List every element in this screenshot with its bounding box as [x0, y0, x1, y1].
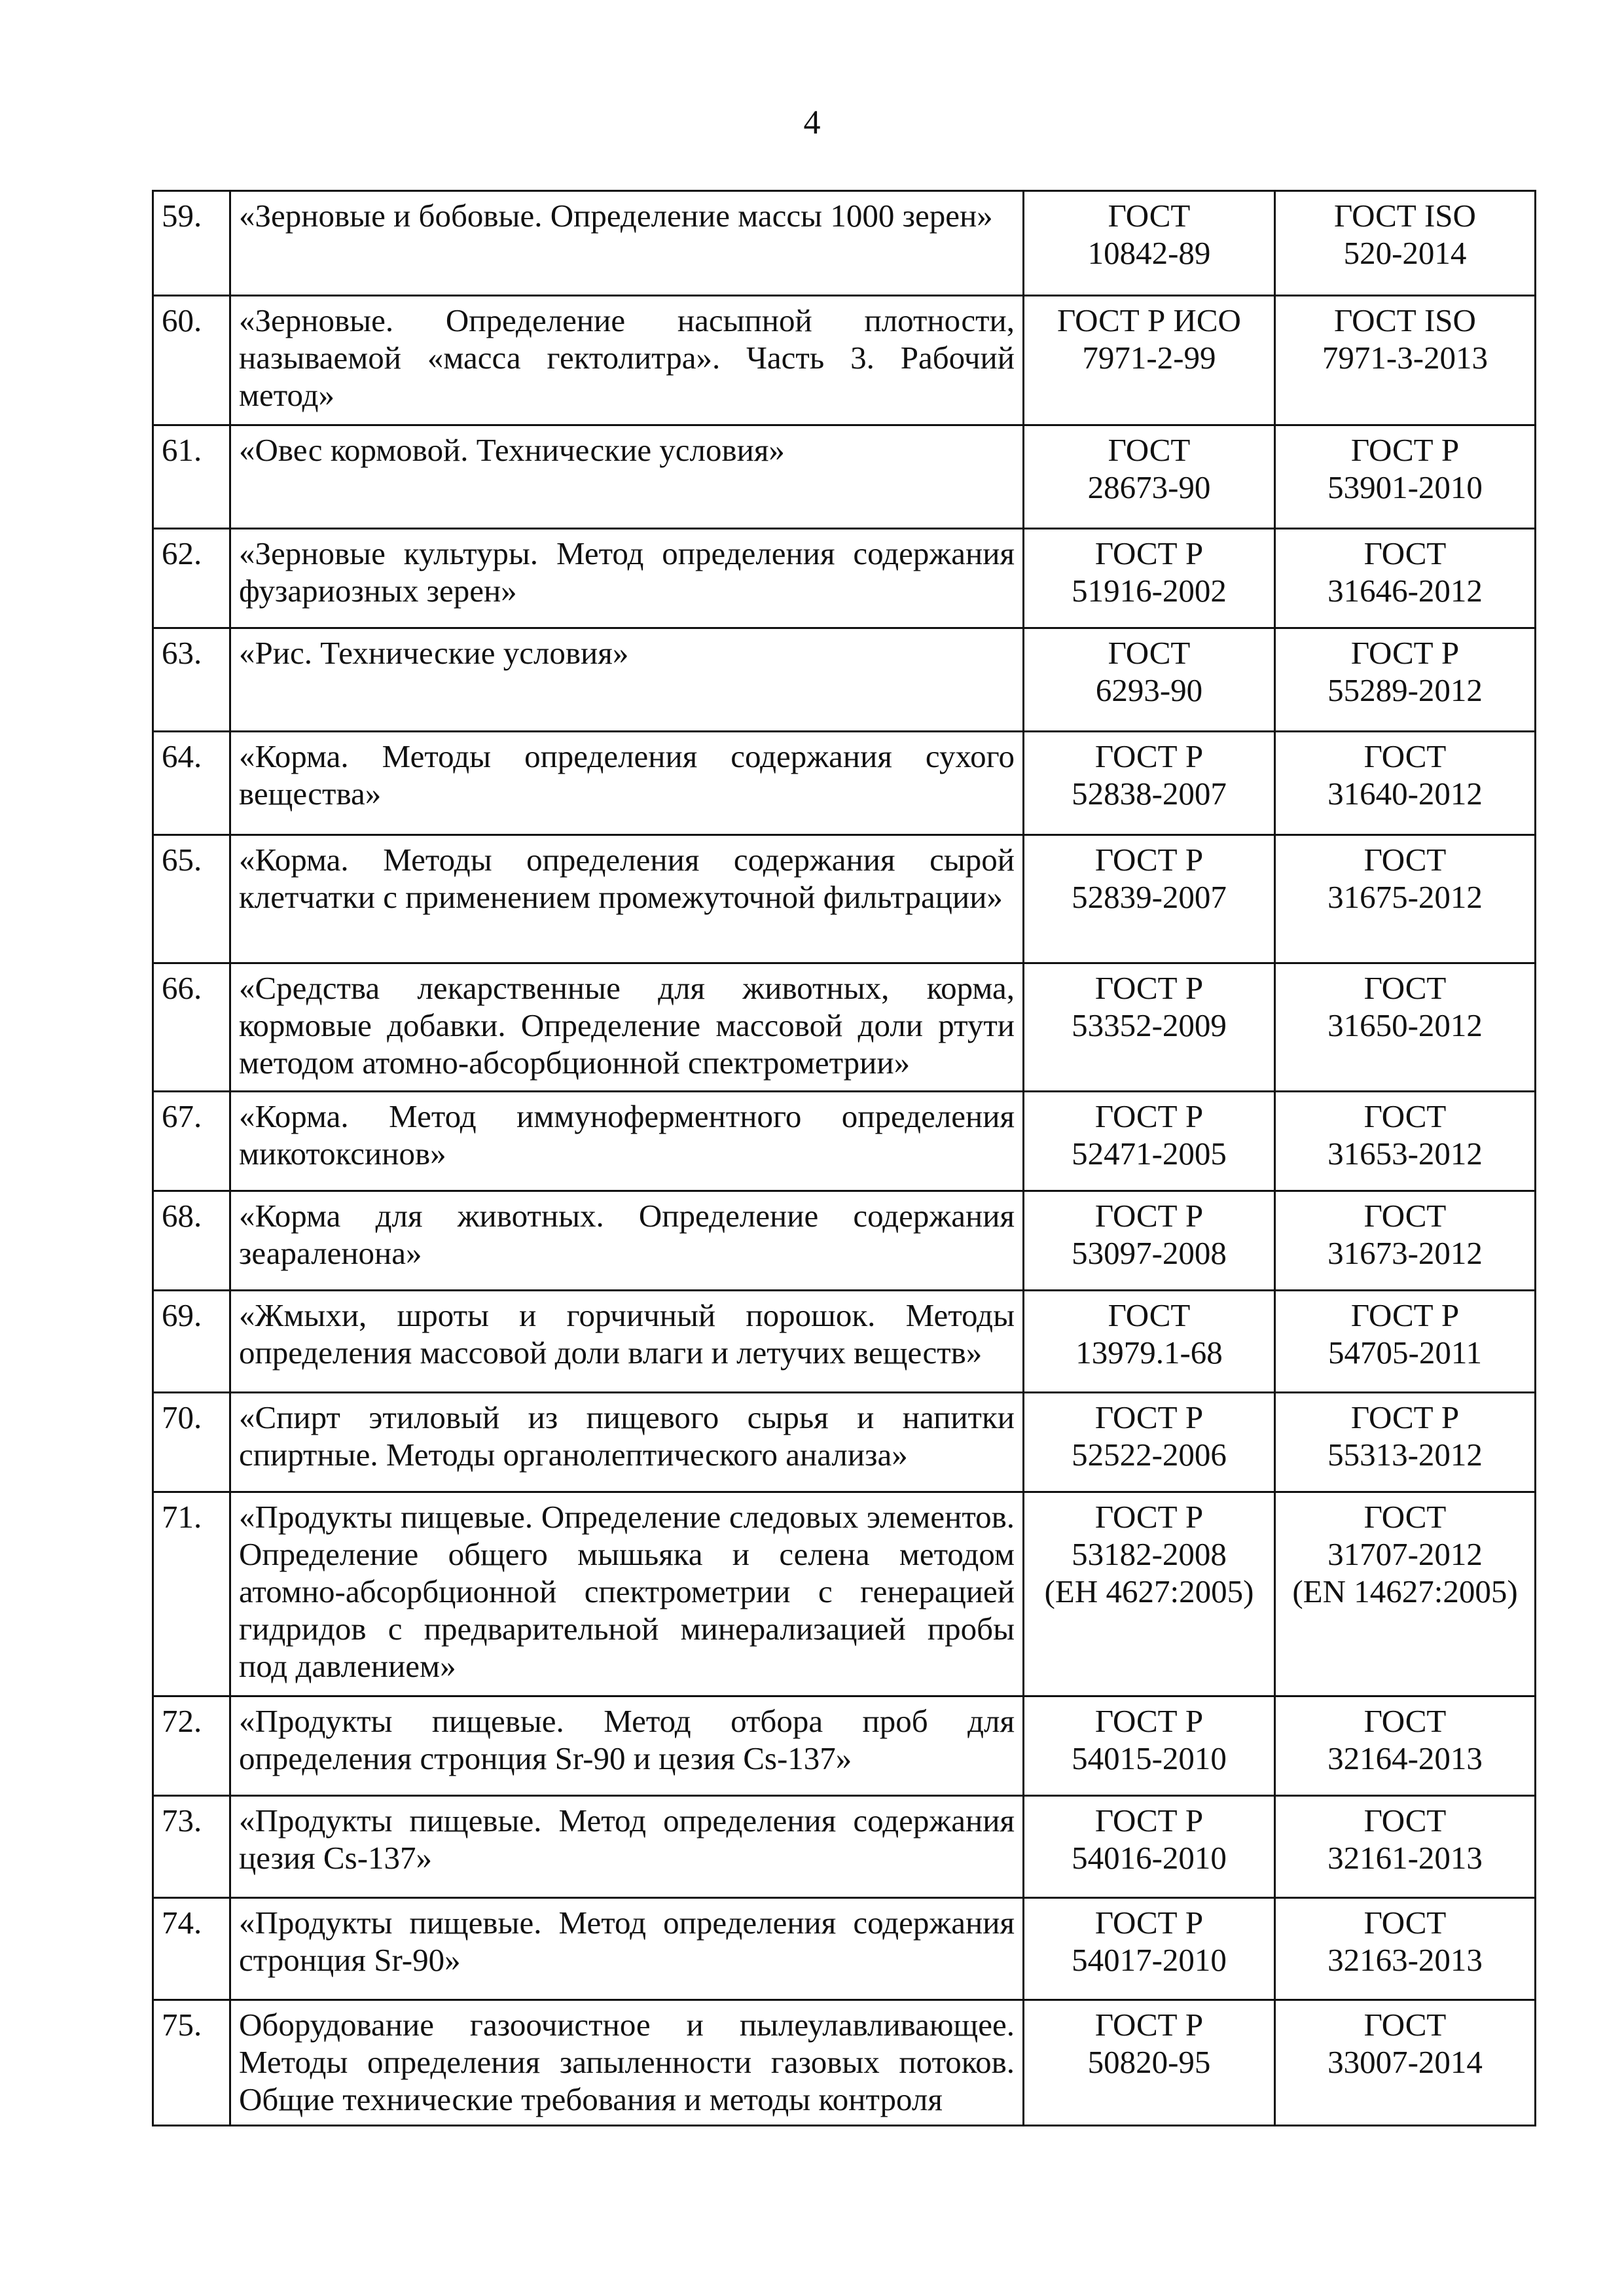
- new-standard-code-line: ГОСТ ISO: [1334, 302, 1476, 338]
- new-standard-code-line: 31650-2012: [1327, 1007, 1483, 1043]
- replaced-standard-code: [1024, 1696, 1275, 1796]
- replaced-standard-code: [1024, 1191, 1275, 1291]
- new-standard-code-line: ГОСТ: [1363, 1905, 1447, 1941]
- new-standard-code: [1275, 1092, 1536, 1191]
- new-standard-code-line: ГОСТ: [1363, 1499, 1447, 1535]
- replaced-standard-code-line: ГОСТ: [1108, 635, 1191, 671]
- new-standard-code-line: (EN 14627:2005): [1292, 1573, 1518, 1609]
- replaced-standard-code: [1024, 1291, 1275, 1393]
- replaced-standard-code-line: 52522-2006: [1072, 1437, 1227, 1473]
- new-standard-code: [1275, 1696, 1536, 1796]
- row-number: 61.: [153, 425, 230, 529]
- replaced-standard-code-line: 52471-2005: [1072, 1136, 1227, 1172]
- table-row: [153, 1492, 1536, 1696]
- standard-title: «Жмыхи, шроты и горчичный порошок. Методы определения массовой доли влаги и летучих веществ»: [230, 1291, 1024, 1393]
- row-number: 63.: [153, 628, 230, 732]
- new-standard-code-line: ГОСТ: [1363, 1803, 1447, 1839]
- replaced-standard-code: [1024, 628, 1275, 732]
- replaced-standard-code-line: ГОСТ: [1108, 432, 1191, 468]
- table-row: [153, 529, 1536, 628]
- table-row: [153, 191, 1536, 296]
- standard-title: «Овес кормовой. Технические условия»: [230, 425, 1024, 529]
- new-standard-code: [1275, 628, 1536, 732]
- replaced-standard-code-line: ГОСТ Р ИСО: [1057, 302, 1241, 338]
- replaced-standard-code-line: 10842-89: [1087, 235, 1211, 271]
- row-number: 73.: [153, 1796, 230, 1898]
- standard-title: «Зерновые культуры. Метод определения содержания фузариозных зерен»: [230, 529, 1024, 628]
- new-standard-code-line: ГОСТ: [1363, 738, 1447, 774]
- standard-title: «Продукты пищевые. Определение следовых элементов. Определение общего мышьяка и селена методом атомно-абсорбционной спектрометрии с генерацией гидридов с предварительной минерализацией пробы под давлением»: [230, 1492, 1024, 1696]
- row-number: 65.: [153, 835, 230, 963]
- new-standard-code-line: 32161-2013: [1327, 1840, 1483, 1876]
- standard-title: «Рис. Технические условия»: [230, 628, 1024, 732]
- replaced-standard-code-line: ГОСТ: [1108, 1297, 1191, 1333]
- new-standard-code-line: 31707-2012: [1327, 1536, 1483, 1572]
- replaced-standard-code-line: ГОСТ Р: [1094, 1098, 1204, 1134]
- replaced-standard-code-line: ГОСТ Р: [1094, 1499, 1204, 1535]
- new-standard-code-line: 32163-2013: [1327, 1942, 1483, 1978]
- replaced-standard-code-line: ГОСТ: [1108, 198, 1191, 234]
- new-standard-code-line: 31640-2012: [1327, 776, 1483, 812]
- new-standard-code-line: ГОСТ ISO: [1334, 198, 1476, 234]
- replaced-standard-code-line: 53097-2008: [1072, 1235, 1227, 1271]
- table-row: [153, 1291, 1536, 1393]
- row-number: 67.: [153, 1092, 230, 1191]
- standard-title: «Корма. Методы определения содержания сухого вещества»: [230, 732, 1024, 835]
- replaced-standard-code-line: ГОСТ Р: [1094, 738, 1204, 774]
- replaced-standard-code-line: ГОСТ Р: [1094, 1905, 1204, 1941]
- new-standard-code-line: ГОСТ Р: [1350, 432, 1460, 468]
- replaced-standard-code-line: ГОСТ Р: [1094, 1198, 1204, 1234]
- replaced-standard-code-line: ГОСТ Р: [1094, 842, 1204, 878]
- table-row: [153, 1191, 1536, 1291]
- new-standard-code-line: 32164-2013: [1327, 1740, 1483, 1776]
- replaced-standard-code-line: 52839-2007: [1072, 879, 1227, 915]
- replaced-standard-code-line: 13979.1-68: [1075, 1335, 1223, 1371]
- replaced-standard-code-line: ГОСТ Р: [1094, 2007, 1204, 2043]
- replaced-standard-code-line: 7971-2-99: [1082, 340, 1216, 376]
- row-number: 72.: [153, 1696, 230, 1796]
- replaced-standard-code-line: 50820-95: [1087, 2044, 1211, 2080]
- replaced-standard-code-line: ГОСТ Р: [1094, 535, 1204, 571]
- new-standard-code-line: 33007-2014: [1327, 2044, 1483, 2080]
- new-standard-code-line: ГОСТ Р: [1350, 1297, 1460, 1333]
- replaced-standard-code: [1024, 1898, 1275, 2000]
- replaced-standard-code-line: 53182-2008: [1072, 1536, 1227, 1572]
- new-standard-code-line: 31646-2012: [1327, 573, 1483, 609]
- standards-table-body: [153, 191, 1536, 2126]
- replaced-standard-code: [1024, 1796, 1275, 1898]
- replaced-standard-code-line: ГОСТ Р: [1094, 970, 1204, 1006]
- replaced-standard-code: [1024, 1393, 1275, 1492]
- new-standard-code-line: ГОСТ: [1363, 842, 1447, 878]
- replaced-standard-code: [1024, 2000, 1275, 2126]
- row-number: 69.: [153, 1291, 230, 1393]
- standard-title: «Зерновые и бобовые. Определение массы 1000 зерен»: [230, 191, 1024, 296]
- replaced-standard-code: [1024, 425, 1275, 529]
- new-standard-code: [1275, 296, 1536, 425]
- table-row: [153, 296, 1536, 425]
- standard-title: «Продукты пищевые. Метод определения содержания стронция Sr-90»: [230, 1898, 1024, 2000]
- row-number: 68.: [153, 1191, 230, 1291]
- standard-title: «Корма для животных. Определение содержания зеараленона»: [230, 1191, 1024, 1291]
- replaced-standard-code-line: ГОСТ Р: [1094, 1803, 1204, 1839]
- replaced-standard-code-line: 28673-90: [1087, 469, 1211, 505]
- row-number: 64.: [153, 732, 230, 835]
- standard-title: «Корма. Метод иммуноферментного определения микотоксинов»: [230, 1092, 1024, 1191]
- standard-title: «Зерновые. Определение насыпной плотности, называемой «масса гектолитра». Часть 3. Рабочий метод»: [230, 296, 1024, 425]
- standards-table: [152, 190, 1536, 2126]
- replaced-standard-code-line: 51916-2002: [1072, 573, 1227, 609]
- table-row: [153, 1898, 1536, 2000]
- new-standard-code-line: ГОСТ Р: [1350, 635, 1460, 671]
- replaced-standard-code: [1024, 296, 1275, 425]
- row-number: 71.: [153, 1492, 230, 1696]
- new-standard-code-line: ГОСТ Р: [1350, 1399, 1460, 1435]
- row-number: 75.: [153, 2000, 230, 2126]
- row-number: 62.: [153, 529, 230, 628]
- standard-title: «Продукты пищевые. Метод отбора проб для определения стронция Sr-90 и цезия Cs-137»: [230, 1696, 1024, 1796]
- standard-title: «Продукты пищевые. Метод определения содержания цезия Cs-137»: [230, 1796, 1024, 1898]
- new-standard-code: [1275, 529, 1536, 628]
- new-standard-code-line: 7971-3-2013: [1322, 340, 1489, 376]
- row-number: 70.: [153, 1393, 230, 1492]
- replaced-standard-code: [1024, 1092, 1275, 1191]
- new-standard-code-line: ГОСТ: [1363, 1703, 1447, 1739]
- new-standard-code: [1275, 1291, 1536, 1393]
- table-row: [153, 732, 1536, 835]
- standard-title: Оборудование газоочистное и пылеулавливающее. Методы определения запыленности газовых потоков. Общие технические требования и методы контроля: [230, 2000, 1024, 2126]
- table-row: [153, 1796, 1536, 1898]
- table-row: [153, 425, 1536, 529]
- new-standard-code-line: 55313-2012: [1327, 1437, 1483, 1473]
- replaced-standard-code: [1024, 732, 1275, 835]
- new-standard-code-line: 54705-2011: [1328, 1335, 1482, 1371]
- replaced-standard-code-line: ГОСТ Р: [1094, 1399, 1204, 1435]
- new-standard-code: [1275, 1393, 1536, 1492]
- new-standard-code: [1275, 963, 1536, 1092]
- new-standard-code-line: 520-2014: [1343, 235, 1467, 271]
- row-number: 74.: [153, 1898, 230, 2000]
- replaced-standard-code-line: 54016-2010: [1072, 1840, 1227, 1876]
- table-row: [153, 2000, 1536, 2126]
- standard-title: «Корма. Методы определения содержания сырой клетчатки с применением промежуточной фильтрации»: [230, 835, 1024, 963]
- new-standard-code: [1275, 1191, 1536, 1291]
- new-standard-code-line: ГОСТ: [1363, 1198, 1447, 1234]
- new-standard-code: [1275, 1796, 1536, 1898]
- new-standard-code-line: ГОСТ: [1363, 2007, 1447, 2043]
- table-row: [153, 963, 1536, 1092]
- standard-title: «Средства лекарственные для животных, корма, кормовые добавки. Определение массовой доли ртути методом атомно-абсорбционной спектрометрии»: [230, 963, 1024, 1092]
- row-number: 66.: [153, 963, 230, 1092]
- replaced-standard-code-line: (ЕН 4627:2005): [1044, 1573, 1254, 1609]
- new-standard-code-line: 31673-2012: [1327, 1235, 1483, 1271]
- replaced-standard-code-line: 54015-2010: [1072, 1740, 1227, 1776]
- new-standard-code: [1275, 1492, 1536, 1696]
- replaced-standard-code: [1024, 191, 1275, 296]
- replaced-standard-code: [1024, 529, 1275, 628]
- table-row: [153, 835, 1536, 963]
- row-number: 59.: [153, 191, 230, 296]
- new-standard-code-line: 55289-2012: [1327, 672, 1483, 708]
- replaced-standard-code-line: 6293-90: [1095, 672, 1203, 708]
- page-number: 4: [803, 104, 821, 141]
- standard-title: «Спирт этиловый из пищевого сырья и напитки спиртные. Методы органолептического анализа»: [230, 1393, 1024, 1492]
- new-standard-code: [1275, 1898, 1536, 2000]
- replaced-standard-code: [1024, 1492, 1275, 1696]
- new-standard-code: [1275, 2000, 1536, 2126]
- table-row: [153, 1393, 1536, 1492]
- new-standard-code: [1275, 191, 1536, 296]
- new-standard-code-line: ГОСТ: [1363, 535, 1447, 571]
- new-standard-code: [1275, 425, 1536, 529]
- new-standard-code: [1275, 835, 1536, 963]
- replaced-standard-code-line: 52838-2007: [1072, 776, 1227, 812]
- table-row: [153, 1092, 1536, 1191]
- row-number: 60.: [153, 296, 230, 425]
- new-standard-code-line: 31675-2012: [1327, 879, 1483, 915]
- replaced-standard-code: [1024, 835, 1275, 963]
- table-row: [153, 1696, 1536, 1796]
- replaced-standard-code: [1024, 963, 1275, 1092]
- replaced-standard-code-line: ГОСТ Р: [1094, 1703, 1204, 1739]
- replaced-standard-code-line: 53352-2009: [1072, 1007, 1227, 1043]
- new-standard-code-line: ГОСТ: [1363, 1098, 1447, 1134]
- new-standard-code: [1275, 732, 1536, 835]
- new-standard-code-line: ГОСТ: [1363, 970, 1447, 1006]
- table-row: [153, 628, 1536, 732]
- new-standard-code-line: 53901-2010: [1327, 469, 1483, 505]
- new-standard-code-line: 31653-2012: [1327, 1136, 1483, 1172]
- replaced-standard-code-line: 54017-2010: [1072, 1942, 1227, 1978]
